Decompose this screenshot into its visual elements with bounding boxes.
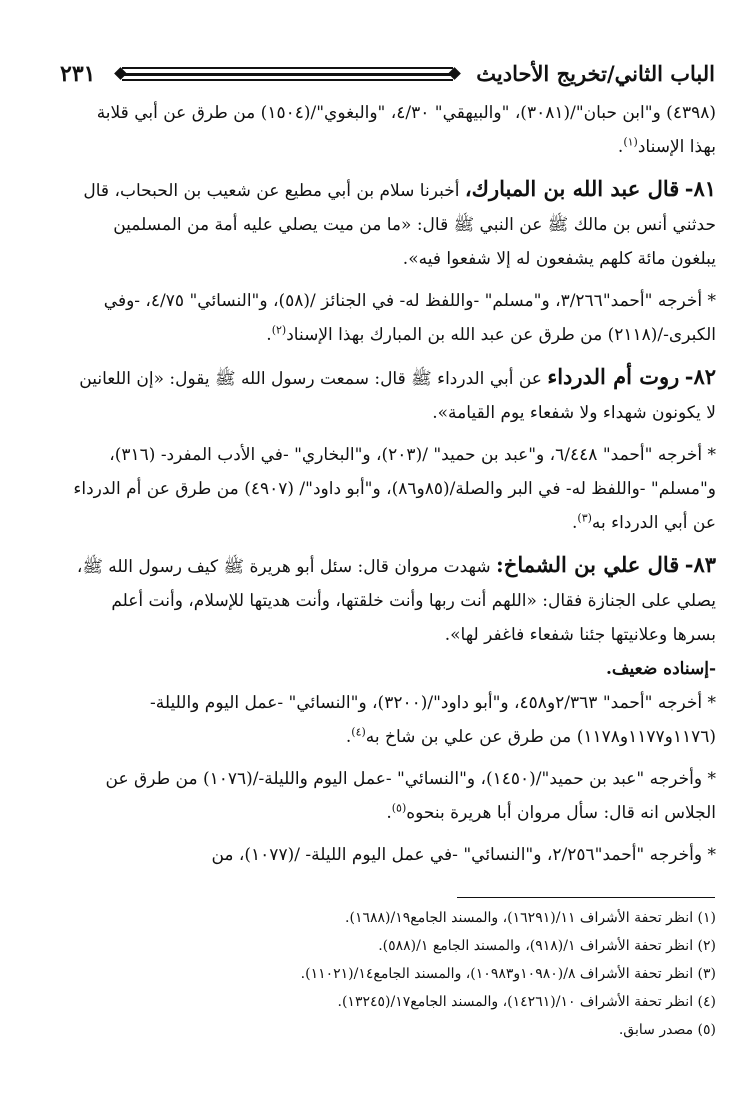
footnote-item: (١) انظر تحفة الأشراف ١١/(١٦٢٩١)، والمسند الجامع١٩/(١٦٨٨). [345,910,716,926]
footnotes [70,904,716,1044]
footnote-item: (٤) انظر تحفة الأشراف ١٠/(١٤٢٦١)، والمسند الجامع١٧/(١٣٢٤٥). [337,994,716,1010]
narrator-lead: قال عبد الله بن المبارك، [464,176,680,201]
footnote-ref: (٢) [271,323,287,337]
footnote-ref: (٤) [351,725,366,739]
hadith-number: ٨١- [684,176,716,201]
page-header [60,56,715,92]
page-number: ٢٣١ [60,61,96,87]
takhrij-83a: * أخرجه "أحمد" ٢/٣٦٣و٤٥٨، و"أبو داود"/(٣٢٠٠)، و"النسائي" -عمل اليوم والليلة-(١١٧٦و١١٧٧و١١٧٨) من طرق عن علي بن شاخ به$^{(٤)}$. [150,693,716,747]
narrator-lead: روت أم الدرداء [547,364,680,389]
narrator-lead: قال علي بن الشماخ: [496,552,680,577]
hadith-text: أخبرنا سلام بن أبي مطيع عن شعيب بن الحبحاب، قال حدثني أنس بن مالك ﷺ عن النبي ﷺ قال: «ما من ميت يصلي عليه أمة من المسلمين يبلغون مائة كلهم يشفعون له إلا شفعوا فيه». [83,181,716,269]
footnote-separator [457,897,715,898]
footnote-ref: (١) [623,135,638,149]
takhrij-text: * وأخرجه "أحمد"٢/٢٥٦، و"النسائي" -في عمل اليوم الليلة- /(١٠٧٧)، من [211,845,716,865]
takhrij-text: * أخرجه "أحمد"٣/٢٦٦، و"مسلم" -واللفظ له- في الجنائز /(٥٨)، و"النسائي" ٤/٧٥، -وفي الكبرى-/(٢١١٨) من طرق عن عبد الله بن المبارك بهذا الإسناد [103,291,716,345]
rule-line [122,67,453,69]
takhrij-83b: * وأخرجه "عبد بن حميد"/(١٤٥٠)، و"النسائي" -عمل اليوم والليلة-/(١٠٧٦) من طرق عن الجلاس انه قال: سأل مروان أبا هريرة بنحوه$^{(٥)}$. [105,769,716,823]
footnote-item: (٢) انظر تحفة الأشراف ١/(٩١٨)، والمسند الجامع ١/(٥٨٨). [378,938,716,954]
hadith-81 [70,172,716,276]
hadith-number: ٨٣- [684,552,716,577]
hadith-number: ٨٢- [684,364,716,389]
hadith-82 [70,360,716,430]
takhrij-81: * أخرجه "أحمد"٣/٢٦٦، و"مسلم" -واللفظ له- في الجنائز /(٥٨)، و"النسائي" ٤/٧٥، -وفي الكبرى-/(٢١١٨) من طرق عن عبد الله بن المبارك بهذا الإسناد$^{(٢)}$. [103,291,716,345]
hadith-83 [70,548,716,652]
hadith-text: عن أبي الدرداء ﷺ قال: سمعت رسول الله ﷺ يقول: «إن اللعانين لا يكونون شهداء ولا شفعاء يوم القيامة». [79,369,716,423]
footnote-ref: (٥) [391,801,407,815]
chapter-title: الباب الثاني/تخريج الأحاديث [476,61,715,86]
hadith-text: شهدت مروان قال: سئل أبو هريرة ﷺ كيف رسول الله ﷺ، يصلي على الجنازة فقال: «اللهم أنت ربها وأنت خلقتها، وأنت هديتها للإسلام، وأنت أعلم بسرها وعلانيتها جئنا شفعاء فاغفر لها». [76,557,716,645]
takhrij-83c [70,838,716,872]
takhrij-82: * أخرجه "أحمد" ٦/٤٤٨، و"عبد بن حميد" /(٢٠٣)، و"البخاري" -في الأدب المفرد- (٣١٦)، و"مسلم" -واللفظ له- في البر والصلة/(٨٥و٨٦)، و"أبو داود"/ (٤٩٠٧) من طرق عن أم الدرداء عن أبي الدرداء به$^{(٣)}$. [73,445,716,533]
header-ornament-rule [122,65,453,83]
diamond-ornament-icon [114,67,127,80]
diamond-ornament-icon [448,67,461,80]
footnote-item: (٣) انظر تحفة الأشراف ٨/(١٠٩٨٠و١٠٩٨٣)، والمسند الجامع١٤/(١١٠٢١). [300,966,716,982]
footnote-item: (٥) مصدر سابق. [618,1022,716,1038]
paragraph-continuation: (٤٣٩٨) و"ابن حبان"/(٣٠٨١)، "والبيهقي" ٤/٣٠، "والبغوي"/(١٥٠٤) من طرق عن أبي قلابة بهذا الإسناد$^{(١)}$. [96,103,716,157]
rule-line [122,73,453,76]
takhrij-text: * أخرجه "أحمد" ٦/٤٤٨، و"عبد بن حميد" /(٢٠٣)، و"البخاري" -في الأدب المفرد- (٣١٦)، و"مسلم" -واللفظ له- في البر والصلة/(٨٥و٨٦)، و"أبو داود"/ (٤٩٠٧) من طرق عن أم الدرداء عن أبي الدرداء به [73,445,716,533]
main-text [70,96,716,872]
takhrij-text: * أخرجه "أحمد" ٢/٣٦٣و٤٥٨، و"أبو داود"/(٣٢٠٠)، و"النسائي" -عمل اليوم والليلة-(١١٧٦و١١٧٧و١١٧٨) من طرق عن علي بن شاخ به [150,693,716,747]
paragraph-text: (٤٣٩٨) و"ابن حبان"/(٣٠٨١)، "والبيهقي" ٤/٣٠، "والبغوي"/(١٥٠٤) من طرق عن أبي قلابة بهذا الإسناد [96,103,716,157]
takhrij-text: * وأخرجه "عبد بن حميد"/(١٤٥٠)، و"النسائي" -عمل اليوم والليلة-/(١٠٧٦) من طرق عن الجلاس انه قال: سأل مروان أبا هريرة بنحوه [105,769,716,823]
grading-note: -إسناده ضعيف. [605,659,716,679]
rule-line [122,79,453,81]
footnote-ref: (٣) [577,511,592,525]
